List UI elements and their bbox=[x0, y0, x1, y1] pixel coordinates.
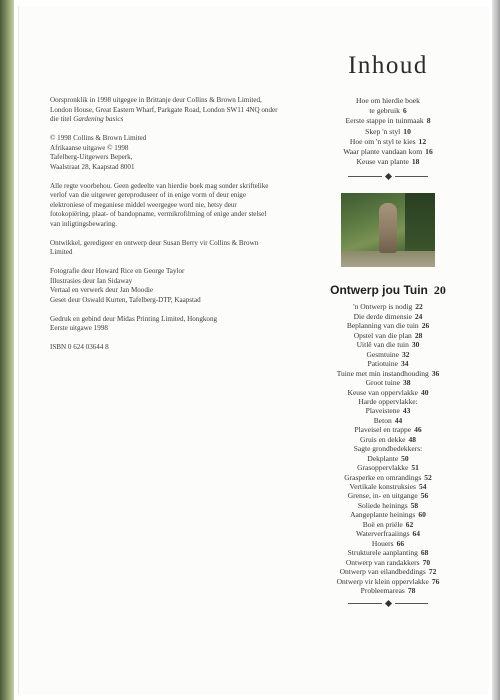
toc-entry bbox=[302, 96, 474, 116]
toc-entry-page: 46 bbox=[414, 425, 422, 435]
toc-entry-label: Sagte grondbedekkers: bbox=[353, 444, 423, 454]
toc-entry bbox=[302, 548, 474, 557]
toc-entry-label: Ontwerp vir klein oppervlakke bbox=[336, 576, 429, 586]
toc-entry-label: Skep 'n styl bbox=[365, 126, 401, 136]
toc-entry bbox=[302, 444, 474, 453]
toc-entry bbox=[302, 463, 474, 472]
toc-entry-page: 56 bbox=[420, 491, 429, 501]
toc-entry bbox=[302, 501, 474, 510]
book-spine-left bbox=[0, 0, 14, 700]
colophon-copyright: © 1998 Collins & Brown Limited Afrikaanse uitgawe © 1998 Tafelberg-Uitgewers Beperk, Waalstraat 28, Kaapstad 8001 bbox=[50, 134, 147, 171]
ornament-divider-bottom bbox=[348, 601, 428, 606]
toc-entry bbox=[302, 577, 474, 586]
toc-entry-page: 78 bbox=[407, 586, 416, 596]
toc-entry-page: 62 bbox=[405, 519, 414, 529]
toc-entry-label: Eerste stappe in tuinmaak bbox=[345, 116, 424, 126]
toc-entry-page: 38 bbox=[402, 378, 411, 388]
toc-section-heading bbox=[302, 283, 474, 298]
toc-entry bbox=[302, 321, 474, 330]
toc-entry-page: 32 bbox=[402, 349, 410, 359]
toc-entry bbox=[302, 510, 474, 519]
colophon-rights: Alle regte voorbehou. Geen gedeelte van hierdie boek mag sonder skriftelike verlof van die uitgewer gereproduseer of in enige vorm of deur enige elektroniese of meganiese middel weergegee word nie, hetsy deur fotokopiëring, plaat- of bandopname, vermikrofilming of enige ander stelsel van inligtingsbewaring. bbox=[50, 181, 269, 228]
toc-entry-page: 40 bbox=[420, 387, 429, 397]
toc-entry-label: Patiotuine bbox=[367, 359, 398, 369]
toc-entry-label: Aangeplante heinings bbox=[350, 510, 416, 520]
toc-intro-list bbox=[302, 96, 474, 167]
toc-entry-page: 54 bbox=[418, 482, 427, 492]
toc-entry bbox=[302, 539, 474, 548]
toc-entry-label: Gruis en dekke bbox=[360, 434, 406, 444]
toc-entry-page: 72 bbox=[428, 567, 437, 577]
toc-entry-label: Keuse van plante bbox=[356, 157, 409, 167]
toc-entry-page: 34 bbox=[400, 359, 409, 369]
toc-entry-page: 70 bbox=[422, 557, 431, 567]
toc-entry bbox=[302, 416, 474, 425]
toc-entry-page: 64 bbox=[412, 529, 421, 539]
toc-entry-label: Plaveistene bbox=[365, 406, 400, 416]
toc-entry-page: 30 bbox=[411, 340, 420, 350]
toc-entry-page: 8 bbox=[426, 116, 431, 126]
toc-title: Inhoud bbox=[348, 52, 428, 79]
ornament-divider bbox=[348, 174, 428, 179]
toc-entry-label: Tuine met min instandhouding bbox=[336, 368, 429, 378]
toc-entry-label: Strukturele aanplanting bbox=[347, 548, 418, 558]
toc-entry-label: Hoe om hierdie boek te gebruik bbox=[356, 96, 420, 116]
toc-entry-label: Plaveisel en trappe bbox=[354, 425, 412, 435]
toc-entry-page: 22 bbox=[415, 302, 423, 312]
toc-entry-page: 50 bbox=[401, 453, 409, 463]
toc-section-title: Ontwerp jou Tuin bbox=[330, 283, 428, 298]
toc-entry bbox=[302, 397, 474, 406]
toc-entry bbox=[302, 302, 474, 311]
toc-entry-page: 36 bbox=[431, 368, 440, 378]
toc-entry bbox=[302, 558, 474, 567]
toc-entry-label: Beton bbox=[373, 415, 392, 425]
toc-entry-label: Vertikale konstruksies bbox=[349, 482, 416, 492]
toc-entry-page: 51 bbox=[411, 463, 419, 473]
toc-entry-label: Grasperke en omrandings bbox=[344, 472, 422, 482]
toc-entry-label: Grasoppervlakke bbox=[357, 463, 409, 473]
toc-entry-label: Waar plante vandaan kom bbox=[343, 147, 423, 157]
toc-entry bbox=[302, 529, 474, 538]
toc-entry bbox=[302, 127, 474, 137]
toc-entry-page: 6 bbox=[402, 106, 407, 116]
toc-entry-page: 18 bbox=[411, 157, 420, 167]
toc-entry bbox=[302, 137, 474, 147]
toc-entry-label: Boë en priële bbox=[362, 519, 403, 529]
toc-entry bbox=[302, 388, 474, 397]
toc-entry-label: Uitlê van die tuin bbox=[356, 340, 409, 350]
toc-entry bbox=[302, 473, 474, 482]
colophon-credits-production: Fotografie deur Howard Rice en George Taylor Illustrasies deur Ian Sidaway Vertaal en verwerk deur Jan Moodie Geset deur Oswald Kurten, Tafelberg-DTP, Kaapstad bbox=[50, 267, 201, 304]
toc-entry bbox=[302, 378, 474, 387]
toc-entry-label: Soliede heinings bbox=[357, 500, 408, 510]
toc-entry bbox=[302, 567, 474, 576]
toc-entry-label: Houers bbox=[371, 538, 394, 548]
toc-entry-label: Dekplante bbox=[367, 453, 399, 463]
toc-entry-page: 12 bbox=[418, 136, 427, 146]
toc-entry bbox=[302, 147, 474, 157]
toc-entry bbox=[302, 369, 474, 378]
toc-entry-label: Waterverfraaiings bbox=[355, 529, 410, 539]
toc-entry-label: Groot tuine bbox=[365, 378, 400, 388]
toc-entry-page: 60 bbox=[418, 510, 426, 520]
toc-entry bbox=[302, 157, 474, 167]
toc-entry-page: 48 bbox=[408, 434, 416, 444]
book-page-edge-right bbox=[492, 0, 500, 700]
toc-entry-label: Grense, in- en uitgange bbox=[347, 491, 418, 501]
colophon bbox=[50, 96, 278, 362]
toc-entry-label: Opstel van die plan bbox=[353, 330, 412, 340]
toc-entry-page: 16 bbox=[425, 147, 433, 157]
colophon-isbn: ISBN 0 624 03644 8 bbox=[50, 343, 109, 351]
toc-entry bbox=[302, 116, 474, 126]
toc-entry-page: 24 bbox=[414, 311, 423, 321]
toc-entry-page: 10 bbox=[403, 126, 411, 136]
toc-entry bbox=[302, 454, 474, 463]
toc-entry bbox=[302, 425, 474, 434]
toc-entry-label: 'n Ontwerp is nodig bbox=[353, 302, 413, 312]
toc-entry bbox=[302, 331, 474, 340]
toc-entry bbox=[302, 482, 474, 491]
toc-entry bbox=[302, 586, 474, 595]
toc-entry-label: Keuse van oppervlakke bbox=[347, 387, 418, 397]
toc-entry-label: Ontwerp van eilandbeddings bbox=[339, 567, 426, 577]
toc-entry bbox=[302, 312, 474, 321]
toc-entry-label: Hoe om 'n styl te kies bbox=[349, 136, 416, 146]
colophon-printing: Gedruk en gebind deur Midas Printing Limited, Hongkong Eerste uitgawe 1998 bbox=[50, 314, 218, 332]
table-of-contents bbox=[302, 52, 474, 606]
toc-entry-page: 44 bbox=[394, 415, 403, 425]
toc-entry-label: Gesmtuine bbox=[366, 349, 399, 359]
colophon-credits-design: Ontwikkel, geredigeer en ontwerp deur Susan Berry vir Collins & Brown Limited bbox=[50, 238, 259, 256]
toc-entry-page: 58 bbox=[410, 500, 419, 510]
toc-entry-label: Probleemareas bbox=[360, 586, 405, 596]
toc-entry-page: 66 bbox=[396, 538, 405, 548]
statue-figure bbox=[379, 203, 397, 253]
toc-entry-page: 28 bbox=[414, 330, 423, 340]
toc-entry-label: Beplanning van die tuin bbox=[346, 321, 419, 331]
toc-entry-page: 76 bbox=[431, 576, 440, 586]
toc-entry-label: Die derde dimensie bbox=[353, 311, 412, 321]
colophon-origin: Oorspronklik in 1998 uitgegee in Brittanje deur Collins & Brown Limited, London House, Great Eastern Wharf, Parkgate Road, London SW11 4NQ onder die titel Gardening basics bbox=[50, 96, 278, 123]
toc-section-list bbox=[302, 302, 474, 595]
toc-entry bbox=[302, 520, 474, 529]
toc-entry bbox=[302, 340, 474, 349]
toc-entry bbox=[302, 406, 474, 415]
garden-photo bbox=[341, 193, 435, 267]
toc-entry bbox=[302, 359, 474, 368]
toc-entry bbox=[302, 435, 474, 444]
toc-entry-label: Ontwerp van randakkers bbox=[345, 557, 420, 567]
toc-section-page: 20 bbox=[433, 283, 446, 298]
toc-entry-page: 52 bbox=[424, 472, 432, 482]
toc-entry-label: Harde oppervlakke: bbox=[358, 396, 418, 406]
toc-entry bbox=[302, 491, 474, 500]
toc-entry-page: 43 bbox=[402, 406, 411, 416]
toc-entry-page: 26 bbox=[421, 321, 430, 331]
toc-entry-page: 68 bbox=[420, 548, 429, 558]
toc-entry bbox=[302, 350, 474, 359]
